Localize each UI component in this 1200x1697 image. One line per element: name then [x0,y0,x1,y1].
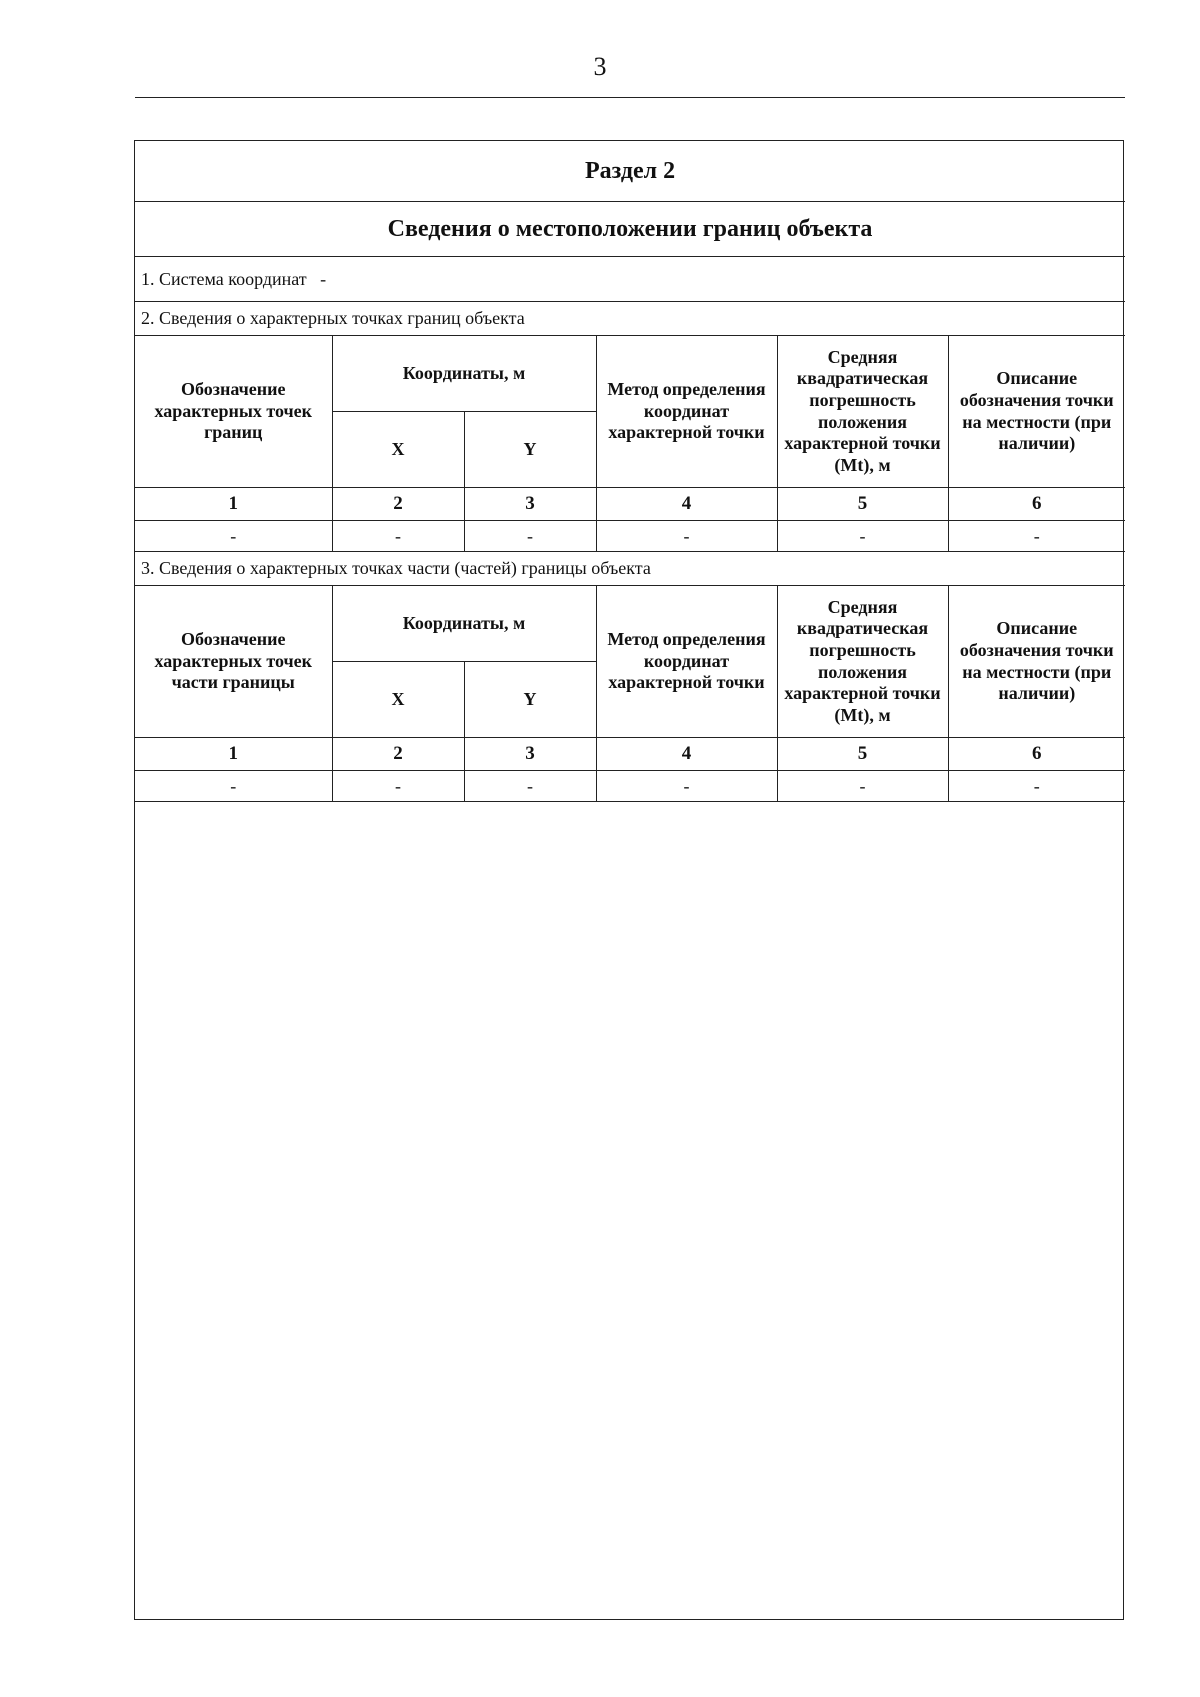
t1-col-num: 1 [135,488,332,521]
t2-col-num: 6 [948,738,1125,771]
t1-col-num: 6 [948,488,1125,521]
t1-cell: - [948,521,1125,552]
section-subtitle: Сведения о местоположении границ объекта [135,202,1125,257]
t1-header-y: Y [464,412,596,488]
t2-cell: - [596,771,777,802]
section-frame [134,140,1124,1620]
t2-header-x: X [332,662,464,738]
t2-data-row [135,771,1125,802]
coord-system-row [135,257,1125,302]
page-number: 3 [593,52,607,81]
t2-col-num: 3 [464,738,596,771]
t2-header-designation: Обозначение характерных точек части границы [135,586,332,738]
t2-column-numbers [135,738,1125,771]
t2-header-method: Метод определения координат характерной точки [596,586,777,738]
t2-cell: - [777,771,948,802]
t1-cell: - [135,521,332,552]
t1-header-method: Метод определения координат характерной точки [596,336,777,488]
t1-column-numbers [135,488,1125,521]
t2-col-num: 5 [777,738,948,771]
t2-header-coords: Координаты, м [332,586,596,662]
section-table [135,141,1125,802]
t1-cell: - [332,521,464,552]
t1-cell: - [596,521,777,552]
t1-col-num: 2 [332,488,464,521]
t1-col-num: 4 [596,488,777,521]
header-rule [135,97,1125,98]
t1-header-error: Средняя квадратическая погрешность положения характерной точки (Mt), м [777,336,948,488]
t2-cell: - [332,771,464,802]
t2-header-error: Средняя квадратическая погрешность положения характерной точки (Mt), м [777,586,948,738]
t1-header-description: Описание обозначения точки на местности (при наличии) [948,336,1125,488]
coord-system-label: 1. Система координат [141,268,307,289]
t2-col-num: 1 [135,738,332,771]
t2-cell: - [464,771,596,802]
t1-col-num: 5 [777,488,948,521]
t2-header-description: Описание обозначения точки на местности (при наличии) [948,586,1125,738]
t2-col-num: 4 [596,738,777,771]
t1-header-coords: Координаты, м [332,336,596,412]
t2-cell: - [135,771,332,802]
t1-header-x: X [332,412,464,488]
t2-header-y: Y [464,662,596,738]
t1-cell: - [777,521,948,552]
t1-col-num: 3 [464,488,596,521]
t2-col-num: 2 [332,738,464,771]
coord-system-value: - [320,268,327,289]
t1-cell: - [464,521,596,552]
section-title: Раздел 2 [135,141,1125,202]
table1-caption: 2. Сведения о характерных точках границ объекта [135,302,1125,336]
t1-data-row [135,521,1125,552]
t1-header-designation: Обозначение характерных точек границ [135,336,332,488]
table2-caption: 3. Сведения о характерных точках части (частей) границы объекта [135,552,1125,586]
t2-cell: - [948,771,1125,802]
